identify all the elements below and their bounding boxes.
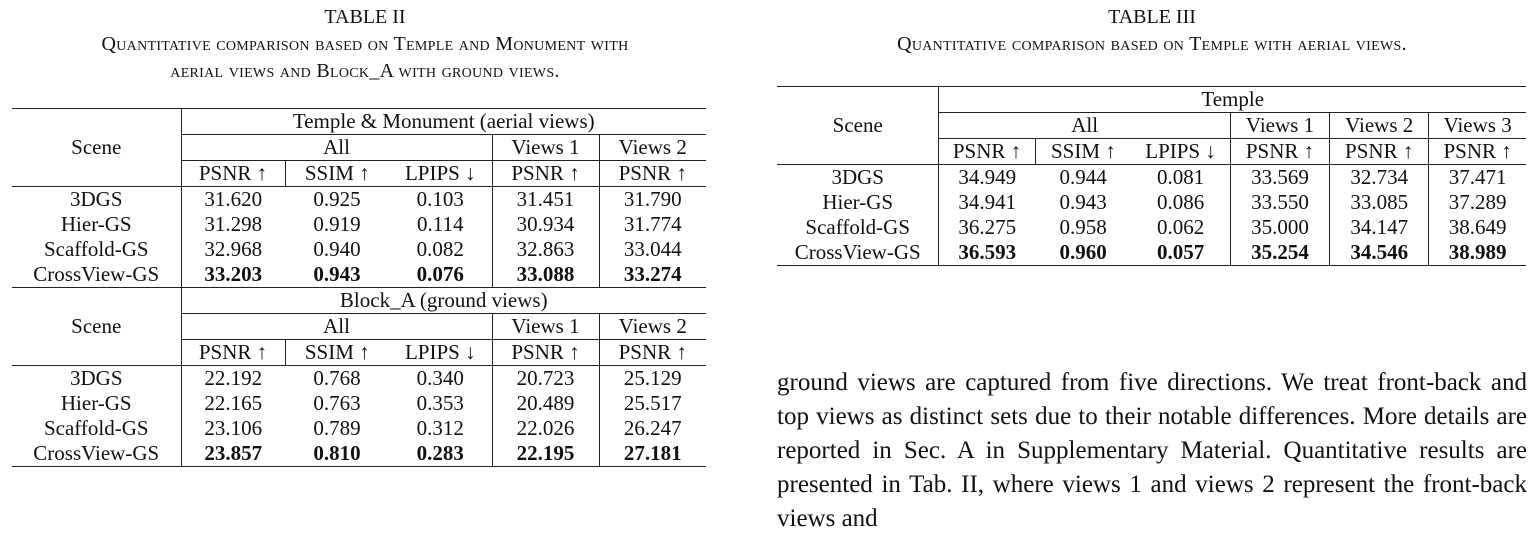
value-cell: 22.165: [204, 391, 263, 415]
table-row: [12, 237, 706, 262]
table-row: [12, 391, 706, 416]
metric-header: PSNR ↑: [1330, 139, 1429, 165]
table-ii-caption-line-2: aerial views and Block_A with ground views.: [170, 60, 560, 82]
table-row: [777, 240, 1526, 266]
scene-cell: 3DGS: [12, 187, 181, 213]
value-cell-best: 35.254: [1230, 240, 1329, 266]
value-cell: 33.044: [623, 237, 682, 261]
metric-header: PSNR ↑: [181, 161, 285, 187]
value-cell: 34.949: [939, 165, 1035, 191]
table-row: [12, 212, 706, 237]
metric-header: LPIPS ↓: [389, 161, 492, 187]
value-cell: 30.934: [492, 212, 599, 237]
metric-header: PSNR ↑: [492, 340, 599, 366]
value-cell: 0.114: [389, 212, 492, 237]
scene-cell: 3DGS: [12, 366, 181, 392]
metric-header: LPIPS ↓: [1131, 139, 1230, 165]
section-title: Temple & Monument (aerial views): [181, 109, 706, 135]
metric-header: PSNR ↑: [1443, 139, 1512, 163]
table-row: [12, 416, 706, 441]
metric-header: LPIPS ↓: [389, 340, 492, 366]
value-cell: 36.275: [958, 215, 1017, 239]
table-ii: [12, 108, 706, 467]
table-ii-s1-header-1: [12, 109, 706, 135]
body-paragraph: [777, 366, 1527, 536]
value-cell: 0.925: [285, 187, 389, 213]
section-title: Block_A (ground views): [181, 288, 706, 314]
value-cell-best: 0.960: [1035, 240, 1131, 266]
table-iii-caption: [777, 4, 1527, 58]
value-cell: 22.026: [492, 416, 599, 441]
scene-header: Scene: [777, 87, 939, 165]
value-cell-best: 23.857: [181, 441, 285, 467]
views1-header: Views 1: [492, 314, 599, 340]
value-cell-best: 33.203: [204, 262, 263, 286]
value-cell: 37.289: [1448, 190, 1507, 214]
value-cell: 34.941: [958, 190, 1017, 214]
scene-cell: CrossView-GS: [777, 240, 939, 266]
value-cell: 34.147: [1330, 215, 1429, 240]
table-row: [777, 190, 1526, 215]
table-ii-caption: [0, 4, 730, 85]
value-cell: 0.943: [1059, 190, 1107, 214]
scene-cell: Scaffold-GS: [12, 416, 181, 441]
all-header: All: [181, 135, 492, 161]
value-cell: 23.106: [204, 416, 263, 440]
scene-cell: Hier-GS: [12, 212, 181, 237]
value-cell: 0.768: [285, 366, 389, 392]
value-cell-best: 38.989: [1429, 240, 1526, 266]
value-cell: 0.763: [313, 391, 361, 415]
metric-header: PSNR ↑: [939, 139, 1035, 165]
value-cell: 0.103: [389, 187, 492, 213]
value-cell: 0.086: [1131, 190, 1230, 215]
value-cell: 0.062: [1131, 215, 1230, 240]
value-cell: 32.734: [1330, 165, 1429, 191]
value-cell-best: 0.057: [1131, 240, 1230, 266]
table-row: [12, 187, 706, 213]
value-cell-best: 33.088: [492, 262, 599, 288]
table-ii-s2-header-1: [12, 288, 706, 314]
value-cell-best: 27.181: [599, 441, 706, 467]
table-row: [12, 366, 706, 392]
metric-header: SSIM ↑: [304, 340, 370, 364]
table-iii-number: TABLE III: [1108, 6, 1196, 28]
value-cell: 0.081: [1131, 165, 1230, 191]
scene-cell: Scaffold-GS: [12, 237, 181, 262]
value-cell: 20.723: [492, 366, 599, 392]
group-title: Temple: [939, 87, 1526, 113]
views2-header: Views 2: [599, 135, 706, 161]
value-cell-best: 34.546: [1330, 240, 1429, 266]
table-row: [12, 262, 706, 288]
body-paragraph-text: ground views are captured from five directions. We treat front-back and top views as distinct sets due to their notable differences. More details are reported in Sec. A in Supplementary Material. Quantitative results are presented in Tab. II, where views 1 and views 2 represent the front-back views and: [777, 369, 1527, 532]
value-cell: 0.789: [313, 416, 361, 440]
views1-header: Views 1: [1230, 113, 1329, 139]
value-cell: 33.569: [1230, 165, 1329, 191]
metric-header: PSNR ↑: [1230, 139, 1329, 165]
value-cell: 32.968: [204, 237, 263, 261]
all-header: All: [181, 314, 492, 340]
value-cell: 0.340: [389, 366, 492, 392]
metric-header: PSNR ↑: [492, 161, 599, 187]
value-cell: 35.000: [1230, 215, 1329, 240]
value-cell: 31.451: [492, 187, 599, 213]
scene-cell: CrossView-GS: [12, 441, 181, 467]
scene-cell: 3DGS: [777, 165, 939, 191]
views2-header: Views 2: [1330, 113, 1429, 139]
value-cell: 38.649: [1448, 215, 1507, 239]
value-cell: 31.790: [599, 187, 706, 213]
value-cell-best: 0.076: [389, 262, 492, 288]
metric-header: PSNR ↑: [618, 161, 687, 185]
value-cell: 26.247: [623, 416, 682, 440]
metric-header: PSNR ↑: [618, 340, 687, 364]
value-cell: 0.353: [389, 391, 492, 416]
table-ii-caption-line-1: Quantitative comparison based on Temple and Monument with: [101, 33, 629, 55]
value-cell: 22.192: [181, 366, 285, 392]
table-iii-caption-line-1: Quantitative comparison based on Temple with aerial views.: [897, 33, 1407, 55]
metric-header: SSIM ↑: [304, 161, 370, 185]
value-cell: 20.489: [492, 391, 599, 416]
value-cell: 31.620: [181, 187, 285, 213]
value-cell: 0.919: [313, 212, 361, 236]
views2-header: Views 2: [599, 314, 706, 340]
metric-header: SSIM ↑: [1051, 139, 1116, 163]
value-cell: 0.944: [1035, 165, 1131, 191]
all-header: All: [939, 113, 1230, 139]
scene-cell: Hier-GS: [12, 391, 181, 416]
value-cell-best: 0.943: [313, 262, 361, 286]
scene-cell: CrossView-GS: [12, 262, 181, 288]
scene-cell: Scaffold-GS: [777, 215, 939, 240]
table-iii-header-1: [777, 87, 1526, 113]
value-cell: 0.312: [389, 416, 492, 441]
value-cell: 31.774: [623, 212, 682, 236]
value-cell-best: 33.274: [623, 262, 682, 286]
table-row: [12, 441, 706, 467]
value-cell: 0.940: [313, 237, 361, 261]
value-cell: 32.863: [492, 237, 599, 262]
table-ii-number: TABLE II: [324, 6, 406, 28]
value-cell-best: 0.810: [285, 441, 389, 467]
metric-header: PSNR ↑: [181, 340, 285, 366]
scene-header: Scene: [12, 109, 181, 187]
value-cell-best: 22.195: [492, 441, 599, 467]
scene-header: Scene: [12, 288, 181, 366]
value-cell-best: 0.283: [389, 441, 492, 467]
views1-header: Views 1: [492, 135, 599, 161]
views3-header: Views 3: [1429, 113, 1526, 139]
value-cell: 31.298: [204, 212, 263, 236]
value-cell: 33.550: [1230, 190, 1329, 215]
table-row: [777, 165, 1526, 191]
value-cell: 0.082: [389, 237, 492, 262]
value-cell: 25.129: [599, 366, 706, 392]
table-row: [777, 215, 1526, 240]
value-cell: 0.958: [1059, 215, 1107, 239]
scene-cell: Hier-GS: [777, 190, 939, 215]
table-iii: [777, 86, 1526, 266]
value-cell: 25.517: [623, 391, 682, 415]
value-cell: 37.471: [1429, 165, 1526, 191]
value-cell-best: 36.593: [939, 240, 1035, 266]
value-cell: 33.085: [1330, 190, 1429, 215]
